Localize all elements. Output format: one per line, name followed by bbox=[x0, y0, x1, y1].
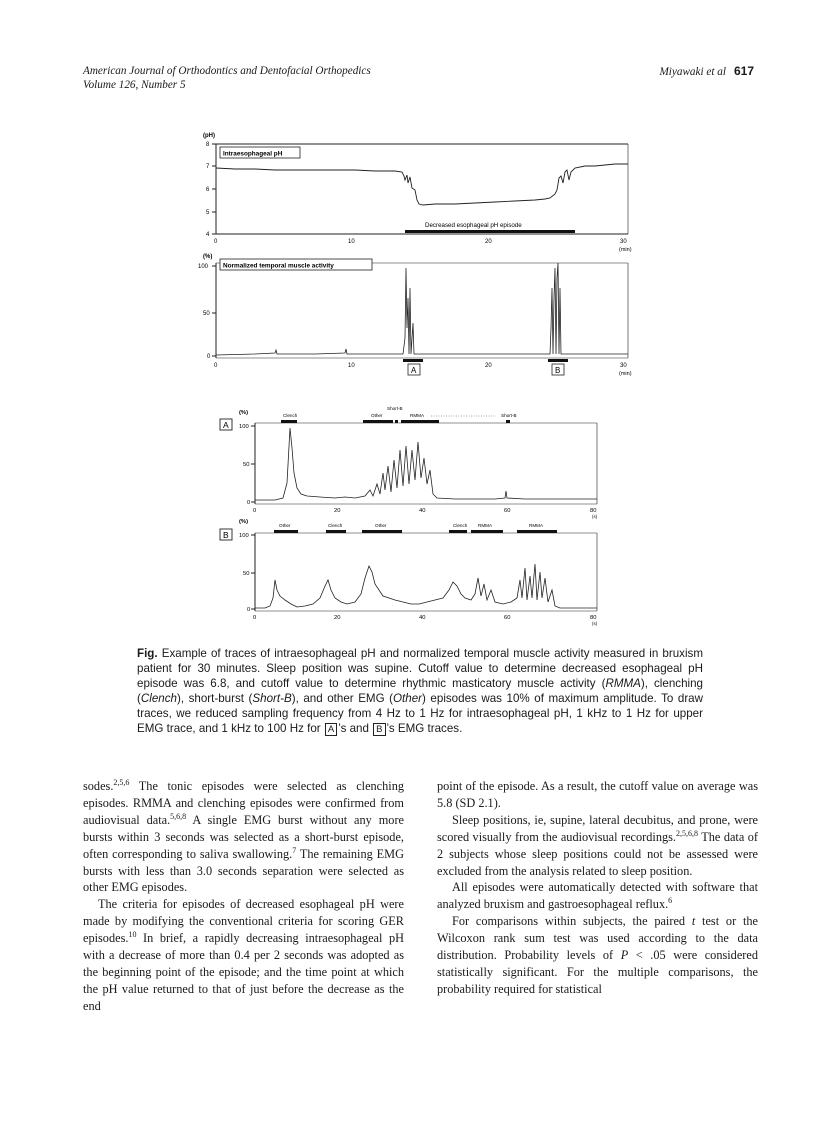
panel-b-episode-rmma-2: RMMA bbox=[529, 523, 544, 528]
caption-text-1: Example of traces of intraesophageal pH and normalized temporal muscle activity measured in bruxism patient for 30 minutes. Sleep position was supine. Cutoff value to determine decreased esophageal pH episode was 6.8, and cutoff value to determine rhythmic masticatory muscle activity ( bbox=[137, 647, 703, 691]
italic-p: P bbox=[620, 948, 629, 963]
panel-a-episode-rmma: RMMA bbox=[410, 413, 425, 418]
emg-xtick-10: 10 bbox=[348, 363, 355, 369]
panel-a bbox=[220, 406, 598, 519]
emg-ytick-0: 0 bbox=[207, 354, 211, 360]
panel-a-episode-other: Other bbox=[371, 413, 383, 418]
panel-b-ytick-50: 50 bbox=[243, 571, 250, 577]
panel-b-xtick-20: 20 bbox=[334, 615, 341, 621]
panel-b-episode-clench-2: Clench bbox=[453, 523, 468, 528]
reference: 5,6,8 bbox=[170, 811, 187, 821]
caption-box-b: B bbox=[373, 723, 385, 736]
panel-b-ytick-0: 0 bbox=[247, 607, 251, 613]
panel-a-x-unit: (s) bbox=[592, 514, 598, 519]
emg-x-unit: (min) bbox=[619, 371, 632, 377]
emg-panel bbox=[198, 254, 632, 377]
caption-other: Other bbox=[393, 692, 423, 706]
header-authors: Miyawaki et al bbox=[659, 66, 726, 78]
emg-marker-a: A bbox=[411, 366, 417, 375]
reference: 2,5,6,8 bbox=[675, 828, 698, 838]
caption-short-b: Short-B bbox=[252, 692, 292, 706]
panel-a-ytick-0: 0 bbox=[247, 500, 251, 506]
panel-b-episode-other-1: Other bbox=[279, 523, 291, 528]
figure-caption-label: Fig. bbox=[137, 647, 158, 660]
paragraph bbox=[437, 812, 758, 880]
panel-a-xtick-60: 60 bbox=[504, 508, 511, 514]
paragraph bbox=[83, 778, 404, 896]
paragraph: point of the episode. As a result, the cutoff value on average was 5.8 (SD 2.1). bbox=[437, 779, 758, 810]
ph-xtick-0: 0 bbox=[214, 239, 218, 245]
panel-b-xtick-40: 40 bbox=[419, 615, 426, 621]
ph-xtick-20: 20 bbox=[485, 239, 492, 245]
panel-a-episode-clench: Clench bbox=[283, 413, 298, 418]
panel-b-xtick-60: 60 bbox=[504, 615, 511, 621]
emg-marker-bar-b bbox=[548, 359, 568, 362]
ph-label: Intraesophageal pH bbox=[223, 150, 283, 158]
text-run: A single EMG burst without any more bursts within 3 seconds was selected as a short-burst episode, often corresponding to saliva swallowing. bbox=[83, 812, 404, 861]
figure-caption bbox=[137, 646, 703, 737]
panel-a-y-unit: (%) bbox=[239, 410, 249, 416]
text-run: All episodes were automatically detected with software that analyzed bruxism and gastroesophageal reflux. bbox=[437, 880, 758, 912]
emg-y-unit: (%) bbox=[203, 254, 213, 260]
body-column-left bbox=[83, 778, 404, 1015]
ph-x-unit: (min) bbox=[619, 247, 632, 253]
ph-ytick-4: 4 bbox=[206, 232, 210, 238]
running-header-page bbox=[659, 64, 754, 78]
text-run: sodes. bbox=[83, 779, 114, 793]
emg-ytick-50: 50 bbox=[203, 311, 210, 317]
emg-label: Normalized temporal muscle activity bbox=[223, 262, 334, 270]
ph-ytick-6: 6 bbox=[206, 187, 210, 193]
text-run: < .05 were considered statistically significant. For the multiple comparisons, the probability required for statistical bbox=[437, 948, 758, 996]
panel-b-episode-rmma-1: RMMA bbox=[478, 523, 493, 528]
panel-b-xtick-80: 80 bbox=[590, 615, 597, 621]
panel-b-y-unit: (%) bbox=[239, 519, 249, 525]
ph-ytick-5: 5 bbox=[206, 210, 210, 216]
paragraph bbox=[83, 896, 404, 1014]
text-run: The criteria for episodes of decreased esophageal pH were made by modifying the conventional criteria for scoring GER episodes. bbox=[83, 897, 404, 946]
reference: 6 bbox=[668, 896, 673, 906]
reference: 7 bbox=[292, 845, 297, 855]
ph-ytick-8: 8 bbox=[206, 142, 210, 148]
text-run: The remaining EMG bursts with less than 3.0 seconds separation were selected as other EMG episodes. bbox=[83, 846, 404, 895]
panel-a-ytick-100: 100 bbox=[239, 424, 249, 430]
running-header-journal bbox=[83, 64, 371, 92]
text-run: The tonic episodes were selected as clenching episodes. RMMA and clenching episodes were confirmed from audiovisual data. bbox=[83, 779, 404, 827]
ph-trace bbox=[216, 164, 628, 205]
panel-a-trace bbox=[255, 428, 597, 500]
panel-a-episode-short-b-2: Short-B bbox=[501, 413, 517, 418]
caption-text-6: ’s and bbox=[338, 722, 373, 736]
ph-xtick-30: 30 bbox=[620, 239, 627, 245]
italic-t: t bbox=[691, 914, 696, 929]
page-number: 617 bbox=[733, 64, 754, 78]
ph-ytick-7: 7 bbox=[206, 164, 210, 170]
paragraph bbox=[437, 913, 758, 998]
panel-b-episode-other-2: Other bbox=[375, 523, 387, 528]
panel-b-episode-clench-1: Clench bbox=[328, 523, 343, 528]
body-column-right bbox=[437, 778, 758, 998]
ph-y-unit: (pH) bbox=[203, 133, 215, 139]
ph-episode-label: Decreased esophageal pH episode bbox=[425, 222, 522, 229]
caption-text-7: ’s EMG traces. bbox=[386, 722, 463, 736]
panel-a-episode-short-b-1: Short-B bbox=[387, 406, 403, 411]
panel-b-tag: B bbox=[223, 530, 229, 540]
panel-a-xtick-0: 0 bbox=[253, 508, 257, 514]
caption-rmma: RMMA bbox=[605, 677, 641, 691]
text-run: Sleep positions, ie, supine, lateral decubitus, and prone, were scored visually from the audiovisual recordings. bbox=[437, 812, 758, 844]
panel-b-xtick-0: 0 bbox=[253, 615, 257, 621]
text-run: The data of 2 subjects whose sleep positions could not be assessed were excluded from the analysis related to sleep position. bbox=[437, 829, 759, 878]
ph-episode-bar bbox=[405, 230, 575, 233]
caption-clench: Clench bbox=[140, 692, 177, 706]
panel-a-xtick-80: 80 bbox=[590, 508, 597, 514]
emg-ytick-100: 100 bbox=[198, 264, 209, 270]
journal-title: American Journal of Orthodontics and Dentofacial Orthopedics bbox=[83, 65, 371, 77]
emg-marker-b: B bbox=[555, 366, 561, 375]
caption-text-4: ), and other EMG ( bbox=[291, 692, 394, 706]
panel-a-tag: A bbox=[223, 420, 229, 430]
text-run: For comparisons within subjects, the paired bbox=[452, 914, 692, 929]
panel-b-ytick-100: 100 bbox=[239, 533, 249, 539]
panel-b-x-unit: (s) bbox=[592, 621, 598, 626]
panel-a-ytick-50: 50 bbox=[243, 462, 250, 468]
ph-panel bbox=[203, 133, 632, 253]
text-run: In brief, a rapidly decreasing intraesophageal pH with a decrease of more than 0.4 per 2 seconds was adopted as the beginning point of the episode; and the time point at which the pH value returned to that of just before the decrease as the end bbox=[83, 931, 404, 1013]
emg-marker-bar-a bbox=[403, 359, 423, 362]
caption-text-5: ) episodes was 10% of maximum amplitude. To draw traces, we reduced sampling frequency from 4 Hz to 1 Hz for intraesophageal pH, 1 kHz to 1 Hz for upper EMG trace, and 1 kHz to 100 Hz for bbox=[137, 692, 703, 736]
panel-a-xtick-20: 20 bbox=[334, 508, 341, 514]
emg-xtick-20: 20 bbox=[485, 363, 492, 369]
caption-box-a: A bbox=[325, 723, 337, 736]
paragraph bbox=[437, 879, 758, 913]
caption-text-2: ), clenching ( bbox=[137, 677, 703, 706]
panel-a-xtick-40: 40 bbox=[419, 508, 426, 514]
emg-trace bbox=[216, 263, 628, 355]
reference: 10 bbox=[128, 930, 137, 940]
emg-xtick-0: 0 bbox=[214, 363, 218, 369]
panel-b bbox=[220, 519, 598, 626]
ph-xtick-10: 10 bbox=[348, 239, 355, 245]
journal-volume: Volume 126, Number 5 bbox=[83, 79, 186, 91]
panel-b-trace bbox=[255, 564, 597, 608]
figure bbox=[195, 128, 645, 628]
text-run: test or the Wilcoxon rank sum test was used according to the data distribution. Probability levels of bbox=[437, 914, 758, 963]
caption-text-3: ), short-burst ( bbox=[176, 692, 253, 706]
reference: 2,5,6 bbox=[113, 778, 130, 787]
emg-xtick-30: 30 bbox=[620, 363, 627, 369]
